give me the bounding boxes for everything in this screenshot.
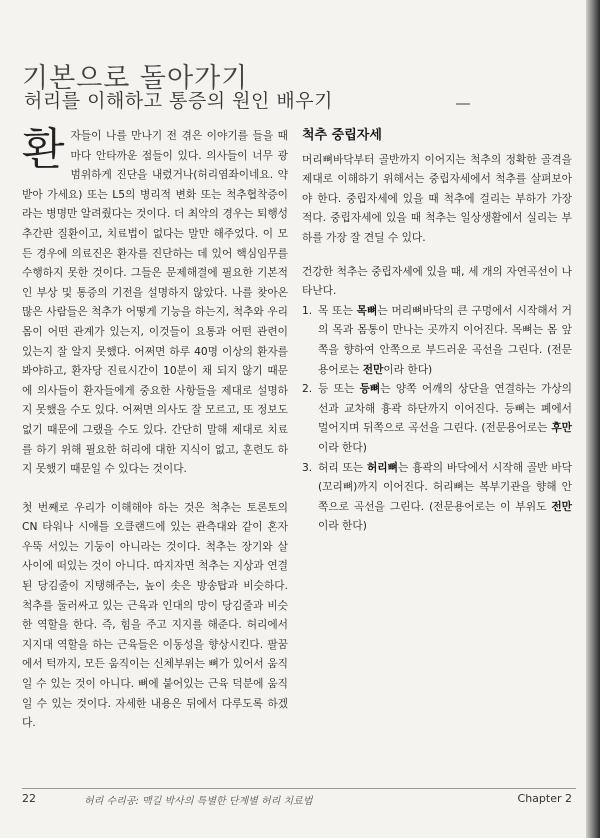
chapter-label: Chapter 2	[517, 792, 572, 805]
list-item	[302, 379, 572, 457]
list-item-technical-term: 전만	[551, 499, 572, 513]
list-item-tail: 이라 한다)	[318, 519, 367, 533]
left-paragraph-1-text: 자들이 나를 만나기 전 겪은 이야기를 들을 때마다 안타까운 점들이 있다. 의사들이 너무 광범위하게 진단을 내렸거나(허리염좌이네요. 약 받아 가세요) 또는 L5의 병리적 변화 또는 척추협착증이라는 병명만 알려줬다는 것이다. 더 최악의 경우는 퇴행성 추간판 질환이고, 치료법이 없다는 말만 해주었다. 이 모든 경우에 의료진은 환자를 진단하는 데 있어 핵심임무를 수행하지 못한 것이다. 그들은 문제해결에 필요한 기본적인 부상 및 통증의 기전을 설명하지 않았다. 나를 찾아온 많은 사람들은 척추가 어떻게 기능을 하는지, 척추와 우리 몸이 어떤 관계가 있는지, 이것들이 요통과 어떤 관련이 있는지 잘 알지 못했다. 어쩌면 하루 40명 이상의 환자를 봐야하고, 환자당 진료시간이 10분이 채 되지 않기 때문에 의사들이 환자들에게 중요한 사항들을 제대로 설명하지 못했을 수도 있다. 어쩌면 의사도 잘 모르고, 또 정보도 없기 때문에 그랬을 수도 있다. 간단히 말해 제대로 치료를 하기 위해 필요한 허리에 대한 지식이 없고, 훈련도 하지 못했기 때문일 수 있다는 것이다.	[22, 129, 288, 476]
list-item-text: 는 양쪽 어깨의 상단을 연결하는 가상의 선과 교차해 흉곽 하단까지 이어진다. 등뼈는 폐에서 멀어지며 뒤쪽으로 곡선을 그린다. (전문용어로는	[318, 382, 572, 435]
drop-cap: 환	[22, 124, 65, 175]
left-paragraph-1	[22, 126, 288, 479]
list-item-lead: 등 또는	[318, 382, 360, 396]
footer-divider	[22, 788, 576, 789]
list-item-number: 2.	[302, 382, 313, 396]
running-title: 허리 수리공: 맥길 박사의 특별한 단계별 허리 치료법	[84, 796, 313, 807]
right-column	[302, 126, 572, 536]
list-item-technical-term: 전만	[362, 362, 384, 376]
right-paragraph-2: 건강한 척추는 중립자세에 있을 때, 세 개의 자연곡선이 나타난다.	[302, 264, 572, 298]
list-item-text: 는 머리뼈바닥의 큰 구멍에서 시작해서 거의 목과 몸통이 만나는 곳까지 이어진다. 목뼈는 몸 앞쪽을 향하여 안쪽으로 부드러운 곡선을 그린다. (전문용어로는	[318, 303, 572, 376]
list-item-tail: 이라 한다)	[383, 362, 433, 376]
list-item-number: 3.	[302, 460, 313, 474]
section-title: 척추 중립자세	[302, 128, 382, 143]
left-paragraph-2: 첫 번째로 우리가 이해해야 하는 것은 척추는 토론토의 CN 타워나 시애틀 오클랜드에 있는 관측대와 같이 혼자 우뚝 서있는 기둥이 아니라는 것이다. 척추는 장기와 살 사이에 떠있는 것이 아니다. 따지자면 척추는 지상과 연결된 당김줄이 지탱해주는, 높이 솟은 방송탑과 비슷하다. 척추를 둘러싸고 있는 근육과 인대의 망이 당김줄과 비슷한 역할을 한다. 즉, 힘을 주고 지지를 해준다. 허리에서 지지대 역할을 하는 근육들은 이동성을 향상시킨다. 팔꿈에서 턱까지, 모든 움직이는 신체부위는 뼈가 있어서 움직일 수 있는 것이 아니다. 뼈에 붙어있는 근육 덕분에 움직일 수 있는 것이다. 자세한 내용은 뒤에서 다루도록 하겠다.	[22, 500, 288, 730]
chapter-subtitle: 허리를 이해하고 통증의 원인 배우기	[24, 90, 333, 112]
left-column	[22, 126, 288, 733]
list-item-term: 목뼈	[356, 303, 378, 317]
print-smudge	[456, 103, 470, 105]
list-item	[302, 301, 572, 379]
list-item-number: 1.	[302, 303, 313, 317]
list-item-lead: 목 또는	[318, 303, 357, 317]
chapter-title: 기본으로 돌아가기	[22, 63, 249, 95]
list-item-lead: 허리 또는	[318, 460, 367, 474]
list-item-technical-term: 후만	[551, 421, 572, 435]
page-edge-shadow	[586, 0, 600, 838]
list-item-text: 는 흉곽의 바닥에서 시작해 골반 바닥(꼬리뼈)까지 이어진다. 허리뼈는 복부기관을 향해 안쪽으로 곡선을 그린다. (전문용어로는 이 부위도	[318, 460, 572, 513]
page-number: 22	[22, 792, 36, 805]
list-item-tail: 이라 한다)	[318, 440, 367, 454]
list-item	[302, 458, 572, 536]
list-item-term: 등뼈	[359, 382, 381, 396]
list-item-term: 허리뼈	[366, 460, 398, 474]
spine-curve-list	[302, 301, 572, 536]
right-paragraph-1: 머리뼈바닥부터 골반까지 이어지는 척추의 정확한 골격을 제대로 이해하기 위해서는 중립자세에서 척추를 살펴보아야 한다. 중립자세에 있을 때 척추에 걸리는 부하가 가장 적다. 중립자세에 있을 때 척추는 일상생활에서 실리는 부하를 가장 잘 견딜 수 있다.	[302, 152, 572, 244]
